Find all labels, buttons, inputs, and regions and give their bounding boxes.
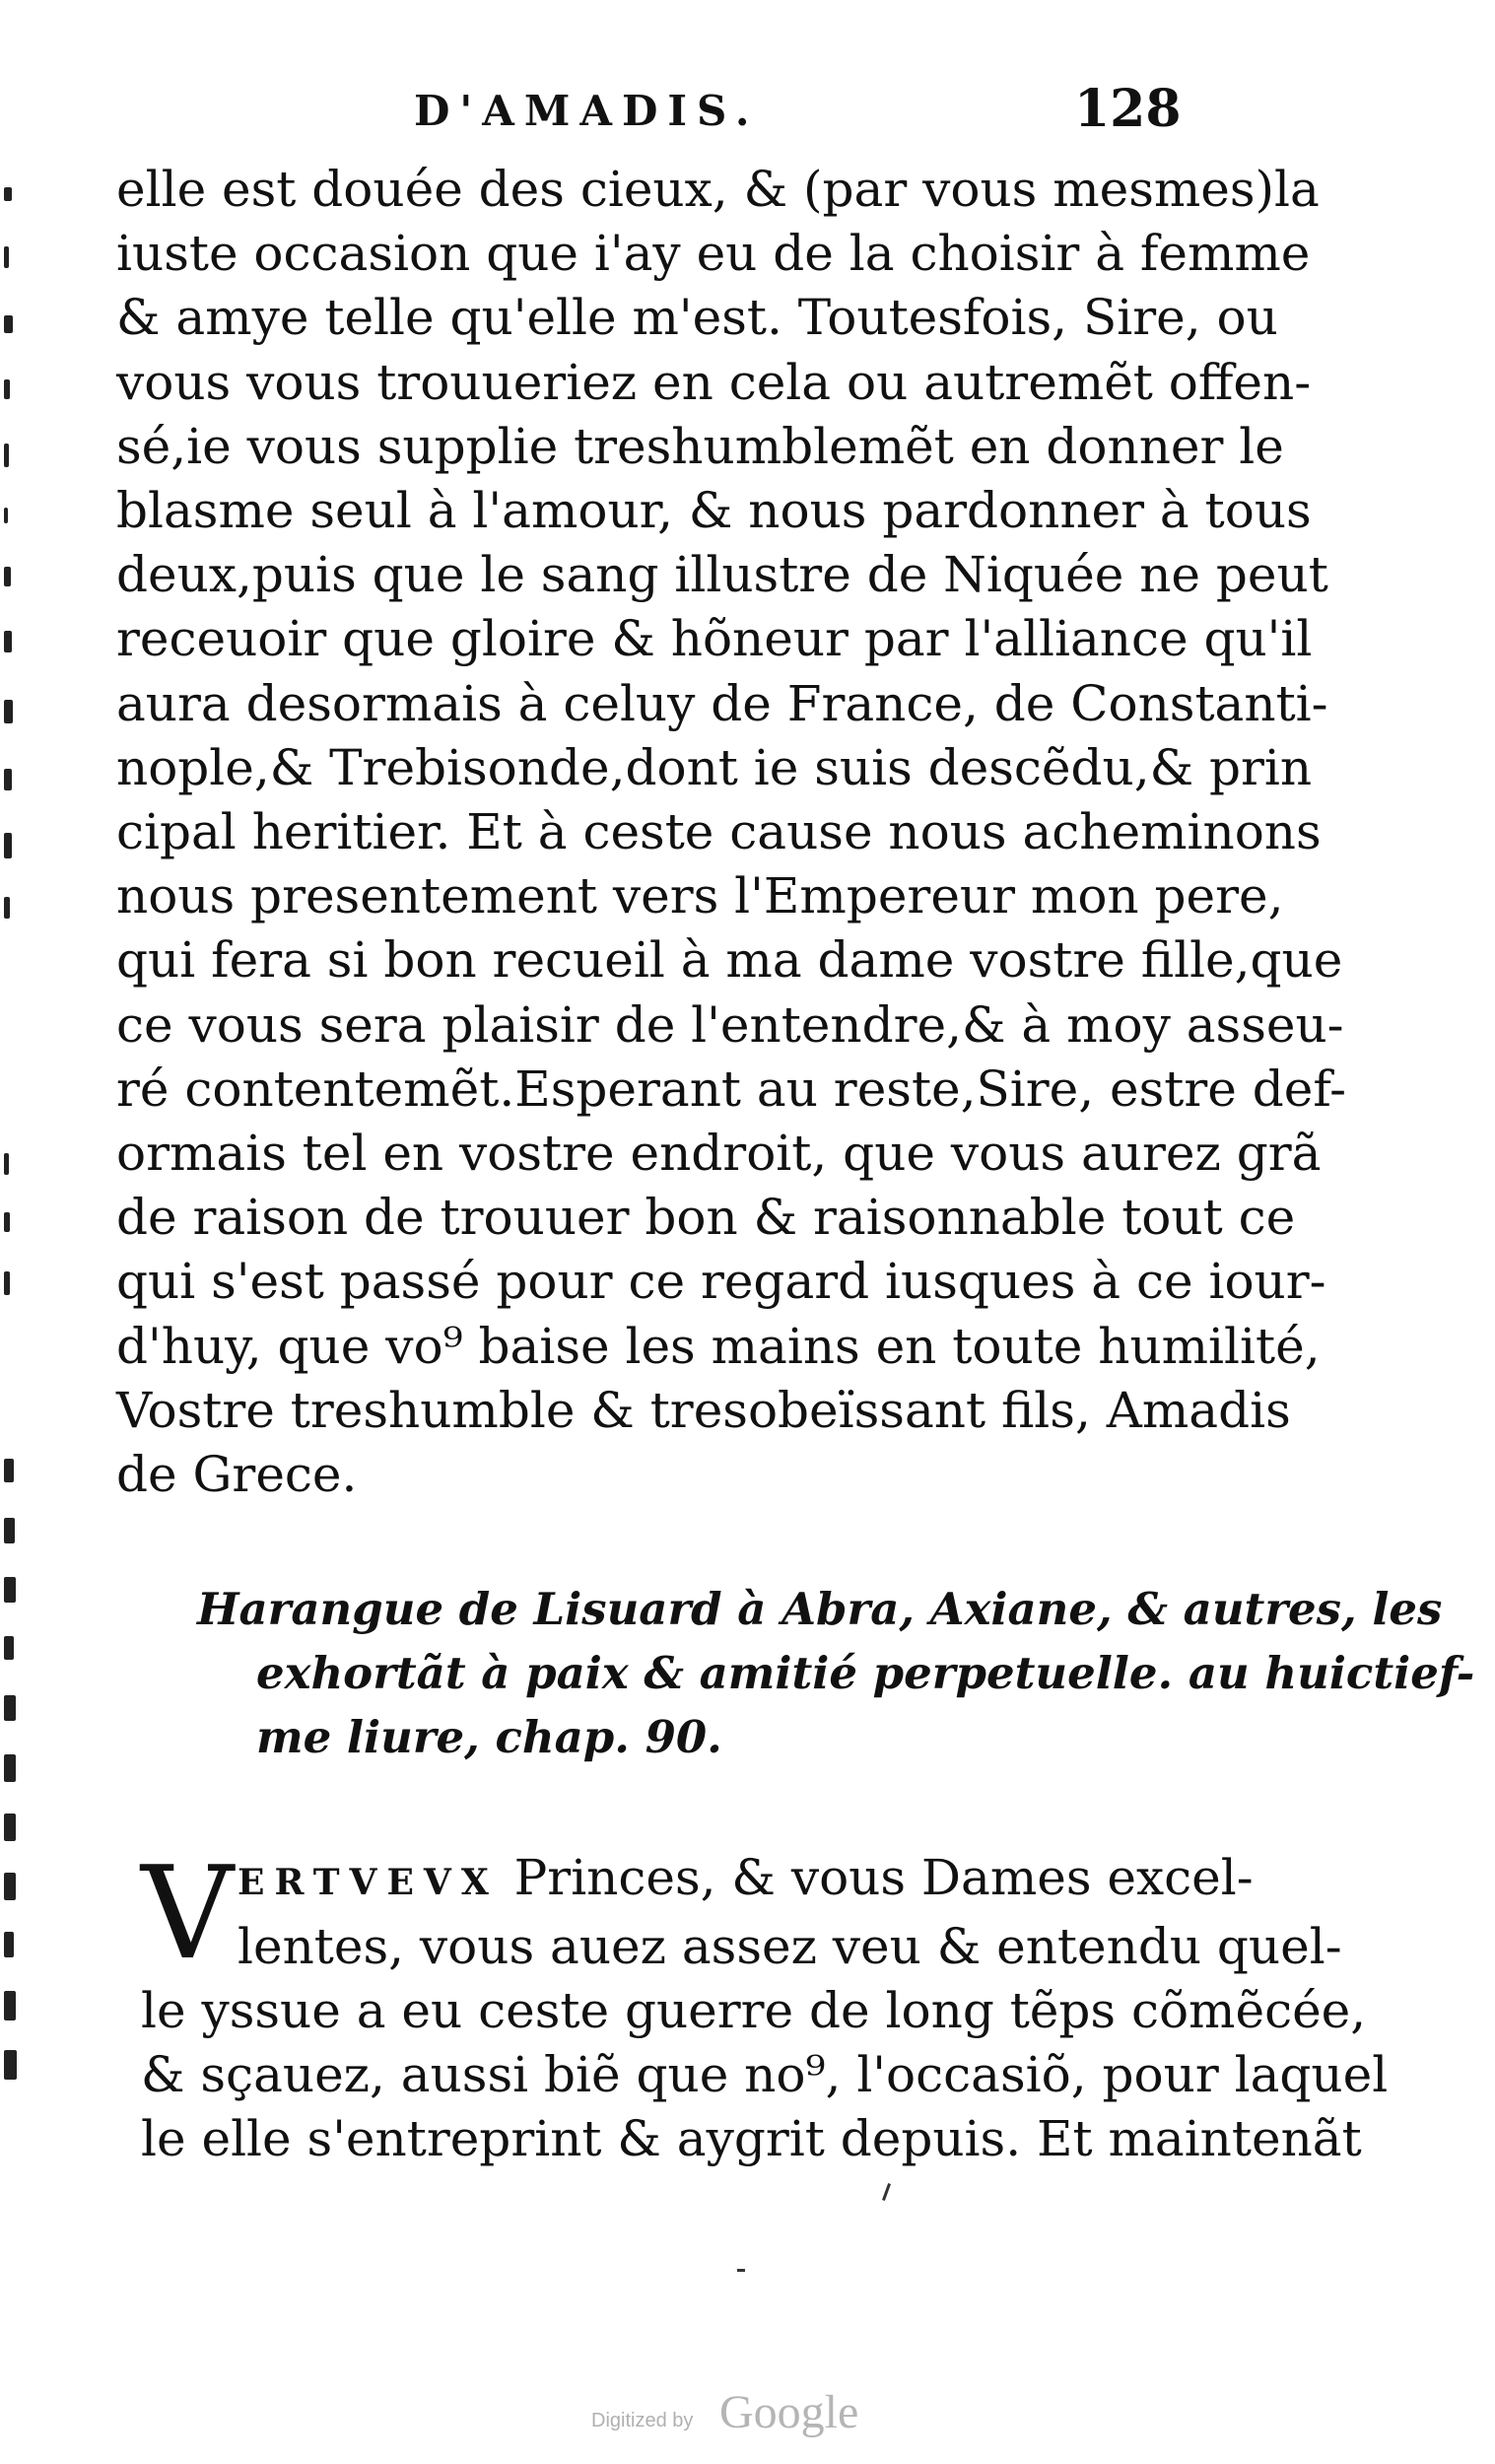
text-line: d'huy, que vo⁹ baise les mains en toute humilité, <box>116 1317 1321 1375</box>
drop-cap: V <box>141 1838 234 1988</box>
text-line: vous vous trouueriez en cela ou autremẽt offen- <box>116 353 1312 411</box>
text-line: lentes, vous auez assez veu & entendu quel- <box>238 1918 1342 1975</box>
speech-text <box>141 1838 1389 2171</box>
google-logo: Google <box>719 2386 859 2438</box>
text-line: le yssue a eu ceste guerre de long tẽps cõmẽcée, <box>141 1982 1367 2039</box>
text-line: ce vous sera plaisir de l'entendre,& à moy asseu- <box>116 995 1344 1054</box>
small-caps-word: ERTVEVX <box>238 1862 499 1903</box>
text-line: nople,& Trebisonde,dont ie suis descẽdu,& prin <box>116 738 1313 796</box>
text-line: sé,ie vous supplie treshumblemẽt en donner le <box>116 417 1284 475</box>
text-line: le elle s'entreprint & aygrit depuis. Et maintenãt <box>141 2110 1362 2167</box>
page-number: 128 <box>1074 79 1182 139</box>
text-line: cipal heritier. Et à ceste cause nous acheminons <box>116 803 1322 861</box>
text-line: Vostre treshumble & tresobeïssant fils, Amadis <box>116 1381 1291 1439</box>
text-line: ré contentemẽt.Esperant au reste,Sire, estre def- <box>116 1060 1346 1118</box>
heading-line: Harangue de Lisuard à Abra, Axiane, & autres, les <box>197 1583 1443 1635</box>
heading-line: me liure, chap. 90. <box>256 1711 722 1763</box>
text-line-rest: Princes, & vous Dames excel- <box>498 1849 1254 1906</box>
letter-text <box>116 158 1346 1507</box>
text-line: blasme seul à l'amour, & nous pardonner à tous <box>116 482 1312 540</box>
section-heading <box>197 1577 1475 1769</box>
text-line: nous presentement vers l'Empereur mon pere, <box>116 867 1284 925</box>
text-line: de Grece. <box>116 1446 358 1504</box>
text-line: & sçauez, aussi biẽ que no⁹, l'occasiõ, pour laquel <box>141 2046 1389 2103</box>
ink-speck <box>737 2269 745 2272</box>
ink-speck <box>882 2183 891 2201</box>
text-line: ormais tel en vostre endroit, que vous aurez grã <box>116 1125 1322 1183</box>
text-line: elle est douée des cieux, & (par vous mesmes)la <box>116 161 1320 218</box>
text-line: iuste occasion que i'ay eu de la choisir à femme <box>116 225 1311 283</box>
facing-page-bleed <box>0 168 32 2188</box>
text-line: de raison de trouuer bon & raisonnable tout ce <box>116 1189 1296 1247</box>
text-line: deux,puis que le sang illustre de Niquée ne peut <box>116 546 1328 604</box>
text-line: qui s'est passé pour ce regard iusques à ce iour- <box>116 1253 1326 1311</box>
page-header <box>0 79 1495 146</box>
text-line <box>238 1846 1254 1915</box>
heading-line: exhortãt à paix & amitié perpetuelle. au huictief- <box>256 1647 1475 1699</box>
running-title: D'AMADIS. <box>414 87 760 135</box>
digitization-watermark <box>591 2385 907 2444</box>
text-line: qui fera si bon recueil à ma dame vostre fille,que <box>116 931 1343 990</box>
digitized-by-label: Digitized by <box>591 2410 694 2431</box>
text-line: receuoir que gloire & hõneur par l'alliance qu'il <box>116 610 1313 668</box>
text-line: aura desormais à celuy de France, de Constanti- <box>116 674 1328 732</box>
text-line: & amye telle qu'elle m'est. Toutesfois, Sire, ou <box>116 289 1278 347</box>
